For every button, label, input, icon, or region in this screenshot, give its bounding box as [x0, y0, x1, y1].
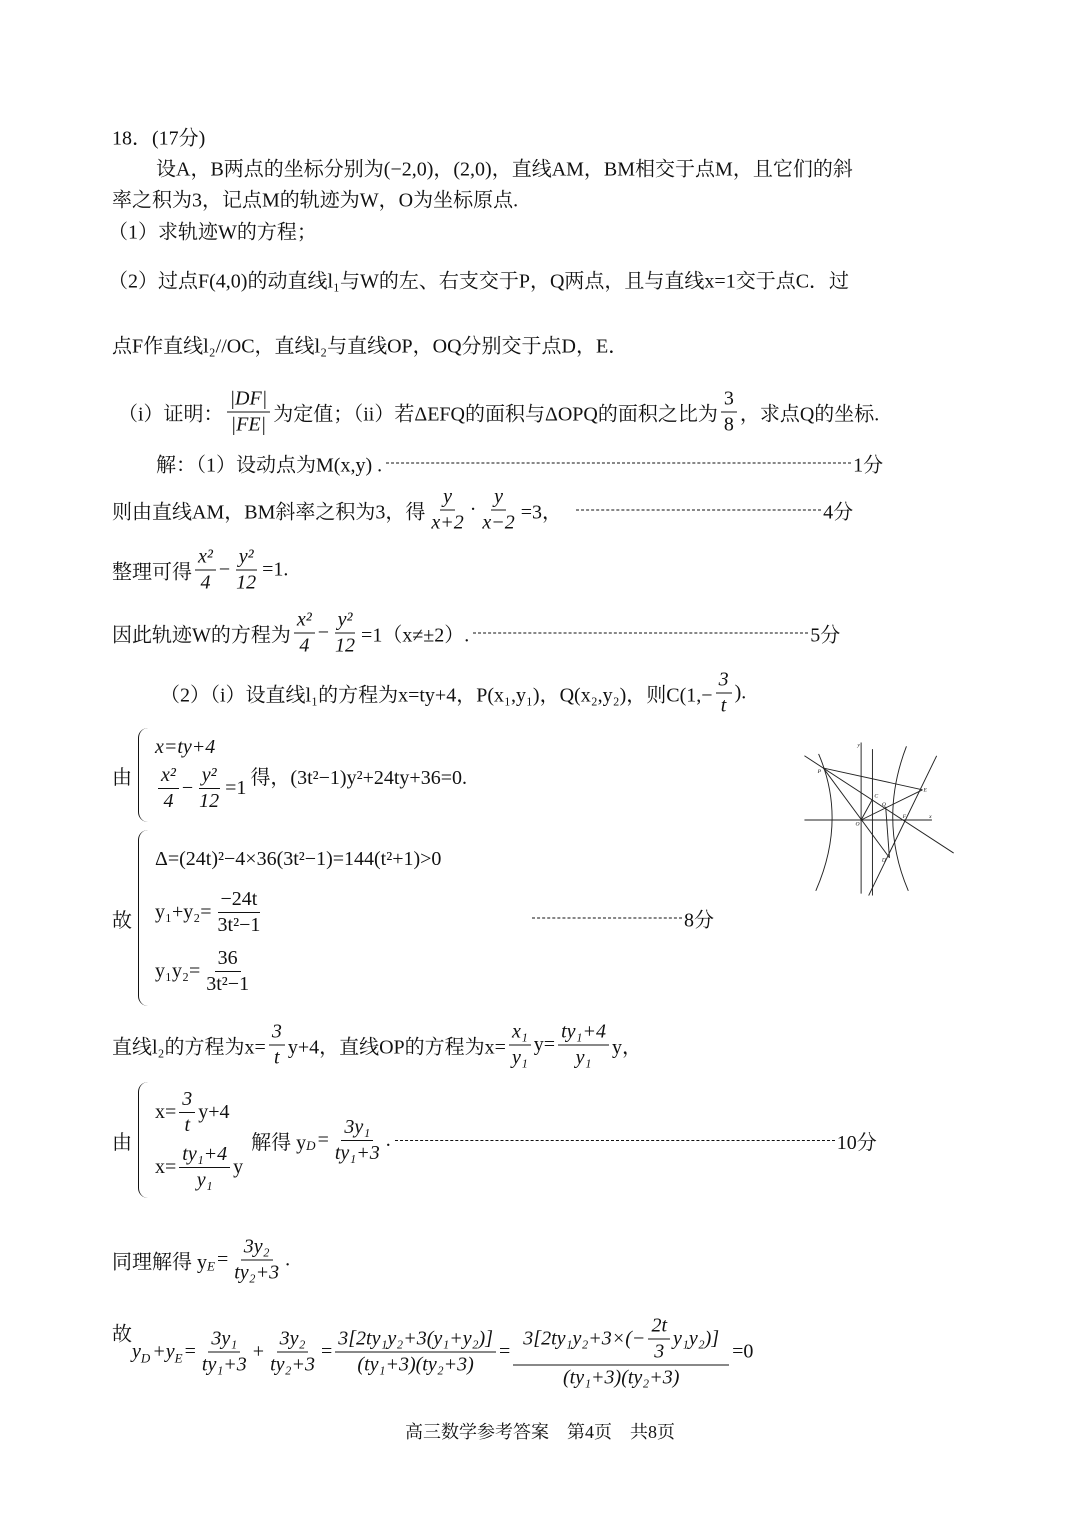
text: =1（x≠±2）. — [361, 624, 470, 647]
solution-step-5 — [160, 668, 746, 719]
fraction — [332, 1115, 383, 1166]
hyperbola-diagram — [795, 735, 965, 905]
text: − — [317, 621, 330, 644]
dash-leader — [473, 633, 808, 634]
text: + — [252, 1340, 265, 1363]
brace — [138, 830, 149, 1006]
numerator: 3y₁ — [341, 1115, 373, 1141]
numerator: y² — [199, 763, 220, 789]
numerator: −24t — [218, 887, 261, 913]
text: = — [317, 1128, 329, 1151]
text: 整理可得 — [112, 561, 192, 584]
denominator: |FE| — [230, 413, 267, 436]
fraction — [294, 608, 315, 659]
fraction — [158, 763, 179, 814]
denominator: 8 — [723, 413, 734, 436]
label-d: D — [881, 857, 886, 864]
numerator: y — [440, 485, 455, 511]
equation: x=ty+4 — [155, 736, 216, 758]
fraction — [509, 1020, 531, 1071]
subscript: D — [306, 1138, 316, 1153]
label-q: Q — [881, 801, 886, 808]
text: 解：（1）设动点为M(x,y) . — [156, 454, 383, 477]
text: 得，(3t²−1)y²+24ty+36=0. — [250, 766, 467, 789]
denominator: 3t²−1 — [217, 914, 261, 936]
text: · — [469, 498, 477, 521]
numerator: y — [491, 485, 506, 511]
label-y: y — [857, 742, 860, 749]
text: y — [132, 1340, 141, 1363]
denominator: 12 — [335, 634, 356, 657]
text: − — [181, 777, 194, 799]
text: y₁+y₂= — [155, 901, 212, 923]
fraction — [558, 1020, 609, 1071]
brace — [138, 728, 149, 822]
equation-system-1 — [112, 728, 467, 822]
fraction — [233, 545, 259, 596]
question-part2-c — [118, 387, 879, 438]
denominator: x−2 — [482, 511, 515, 534]
denominator: 4 — [299, 634, 310, 657]
denominator: t — [274, 1046, 280, 1069]
text: 则由直线AM，BM斜率之积为3，得 — [112, 501, 426, 524]
label-e: E — [923, 787, 927, 794]
text: = — [499, 1340, 511, 1363]
numerator: y² — [236, 545, 257, 571]
dash-leader — [532, 918, 682, 919]
fraction — [267, 1327, 318, 1378]
numerator: 3 — [716, 668, 732, 694]
text: ). — [734, 681, 747, 704]
question-part2-b: 点F作直线l₂//OC，直线l₂与直线OP，OQ分别交于点D，E． — [112, 335, 629, 358]
numerator: ty₁+4 — [558, 1020, 609, 1046]
score: 8分 — [684, 909, 714, 932]
score-line-8 — [528, 904, 714, 933]
solution-step-6 — [112, 1020, 642, 1071]
label-x: x — [929, 814, 932, 821]
fraction — [215, 887, 264, 938]
fraction — [196, 763, 222, 814]
text: 解得 y — [251, 1131, 307, 1154]
solution-step-8 — [112, 1314, 753, 1391]
denominator: y₁ — [196, 1169, 213, 1191]
denominator: 4 — [163, 790, 174, 812]
denominator: 12 — [199, 790, 220, 812]
subscript: E — [207, 1258, 215, 1273]
question-intro-1: 设A，B两点的坐标分别为(−2,0)，(2,0)，直线AM，BM相交于点M，且它们的斜 — [156, 158, 853, 181]
subscript: D — [140, 1350, 151, 1365]
numerator: 3 — [179, 1087, 195, 1113]
fraction — [716, 668, 732, 719]
numerator: 3y₂ — [277, 1327, 309, 1353]
label-p: P — [817, 768, 822, 775]
fraction — [203, 946, 252, 997]
question-part1: （1）求轨迹W的方程； — [108, 221, 317, 244]
subscript: E — [174, 1350, 183, 1365]
denominator: t — [720, 694, 727, 717]
dash-leader — [576, 510, 821, 511]
denominator: (ty₁+3)(ty₂+3) — [562, 1366, 680, 1389]
text: 故 — [112, 909, 132, 932]
brace — [138, 1082, 149, 1198]
system-rows — [155, 1087, 243, 1193]
numerator: |DF| — [227, 387, 271, 413]
fraction-ratio — [721, 387, 737, 438]
solution-step-4 — [112, 608, 840, 659]
text: y+4 — [198, 1101, 230, 1123]
text: x= — [155, 1101, 177, 1123]
denominator: (ty₁+3)(ty₂+3) — [357, 1353, 474, 1376]
solution-step-3 — [112, 545, 288, 596]
text: +y — [152, 1340, 175, 1363]
fraction-df-fe — [227, 387, 271, 438]
text: 为定值；（ii）若ΔEFQ的面积与ΔOPQ的面积之比为 — [273, 403, 718, 426]
fraction — [648, 1314, 670, 1365]
numerator: x² — [294, 608, 315, 634]
page-footer: 高三数学参考答案 第4页 共8页 — [405, 1422, 675, 1442]
text: . — [285, 1248, 291, 1271]
denominator: 3t²−1 — [206, 973, 250, 995]
solution-step-7 — [112, 1235, 290, 1286]
numerator: 36 — [215, 946, 241, 972]
numerator: 2t — [648, 1314, 670, 1340]
score: 10分 — [836, 1131, 877, 1154]
fraction — [199, 1327, 250, 1378]
text: − — [218, 558, 231, 581]
label-o: O — [855, 821, 860, 828]
text: 同理解得 y — [112, 1251, 207, 1274]
fraction — [179, 1142, 230, 1193]
text: ，求点Q的坐标. — [739, 403, 880, 426]
text: x= — [155, 1156, 177, 1178]
denominator: t — [184, 1114, 191, 1136]
equation — [155, 763, 246, 814]
text: y， — [611, 1036, 642, 1059]
denominator: ty₂+3 — [270, 1353, 315, 1376]
system-rows — [155, 839, 441, 997]
text: y+4，直线OP的方程为x= — [287, 1036, 506, 1059]
denominator: y₁ — [511, 1046, 528, 1069]
dash-leader — [395, 1140, 835, 1141]
text: 直线l₂的方程为x= — [112, 1036, 266, 1059]
line-l1 — [804, 756, 953, 853]
fraction — [428, 485, 466, 536]
text: （2）（i）设直线l₁的方程为x=ty+4，P(x₁,y₁)，Q(x₂,y₂)，则C(1,− — [160, 684, 713, 707]
denominator: x+2 — [431, 511, 464, 534]
score: 4分 — [823, 501, 854, 524]
denominator: ty₁+3 — [334, 1141, 380, 1164]
fraction — [335, 1327, 496, 1378]
equation: Δ=(24t)²−4×36(3t²−1)=144(t²+1)>0 — [155, 847, 442, 870]
text: y= — [533, 1033, 556, 1056]
numerator — [513, 1314, 729, 1366]
text: 3[2ty₁y₂+3×(− — [523, 1327, 646, 1350]
equation — [155, 1087, 243, 1138]
numerator: x₁ — [509, 1020, 531, 1046]
text: （i）证明： — [118, 403, 224, 426]
text: 由 — [112, 766, 132, 789]
numerator: 3y₁ — [208, 1327, 240, 1353]
text: 故 — [112, 1323, 132, 1346]
text: = — [320, 1340, 333, 1363]
fraction — [269, 1020, 285, 1071]
text: =0 — [732, 1340, 754, 1363]
numerator: x² — [195, 545, 216, 571]
equation-system-2 — [112, 830, 441, 1006]
question-intro-2: 率之积为3，记点M的轨迹为W，O为坐标原点. — [112, 189, 519, 212]
fraction — [332, 608, 358, 659]
text: =1. — [262, 558, 289, 581]
score: 5分 — [810, 624, 841, 647]
text: y₁y₂)] — [673, 1327, 720, 1350]
solution-step-1 — [156, 449, 883, 478]
numerator: y² — [335, 608, 356, 634]
text: 由 — [112, 1131, 132, 1154]
label-f: F — [902, 814, 907, 821]
numerator: x² — [158, 763, 179, 789]
fraction — [513, 1314, 729, 1391]
text: 因此轨迹W的方程为 — [112, 624, 291, 647]
numerator: 3[2ty₁y₂+3(y₁+y₂)] — [335, 1327, 496, 1353]
system-rows — [155, 736, 246, 814]
fraction — [231, 1235, 282, 1286]
text: =1 — [225, 777, 247, 799]
fraction — [179, 1087, 195, 1138]
text: =3， — [520, 501, 563, 524]
dash-leader — [386, 463, 851, 464]
numerator: 3 — [269, 1020, 285, 1046]
fraction — [479, 485, 517, 536]
denominator: 3 — [654, 1340, 665, 1363]
equation — [155, 946, 441, 997]
text: = — [216, 1248, 229, 1271]
equation-system-3 — [112, 1082, 877, 1198]
text: y — [233, 1156, 244, 1178]
numerator: 3y₂ — [241, 1235, 273, 1261]
segment-qd — [886, 807, 890, 858]
text: = — [184, 1340, 196, 1363]
equation — [155, 1142, 243, 1193]
text: y₁y₂= — [155, 960, 201, 982]
denominator: 12 — [236, 571, 257, 594]
question-part2-a: （2）过点F(4,0)的动直线l₁与W的左、右支交于P，Q两点，且与直线x=1交于点C．过 — [108, 270, 850, 293]
denominator: ty₁+3 — [201, 1353, 247, 1376]
solution-step-2 — [112, 485, 853, 536]
fraction — [195, 545, 216, 596]
segment-pd — [823, 768, 889, 858]
numerator: 3 — [721, 387, 737, 413]
numerator: ty₁+4 — [179, 1142, 230, 1168]
label-c: C — [874, 793, 879, 800]
text: . — [385, 1128, 391, 1151]
denominator: 4 — [200, 571, 211, 594]
equation — [155, 887, 441, 938]
denominator: ty₂+3 — [234, 1261, 280, 1284]
score: 1分 — [853, 454, 884, 477]
denominator: y₁ — [575, 1046, 592, 1069]
question-number: 18．(17分) — [112, 127, 206, 150]
